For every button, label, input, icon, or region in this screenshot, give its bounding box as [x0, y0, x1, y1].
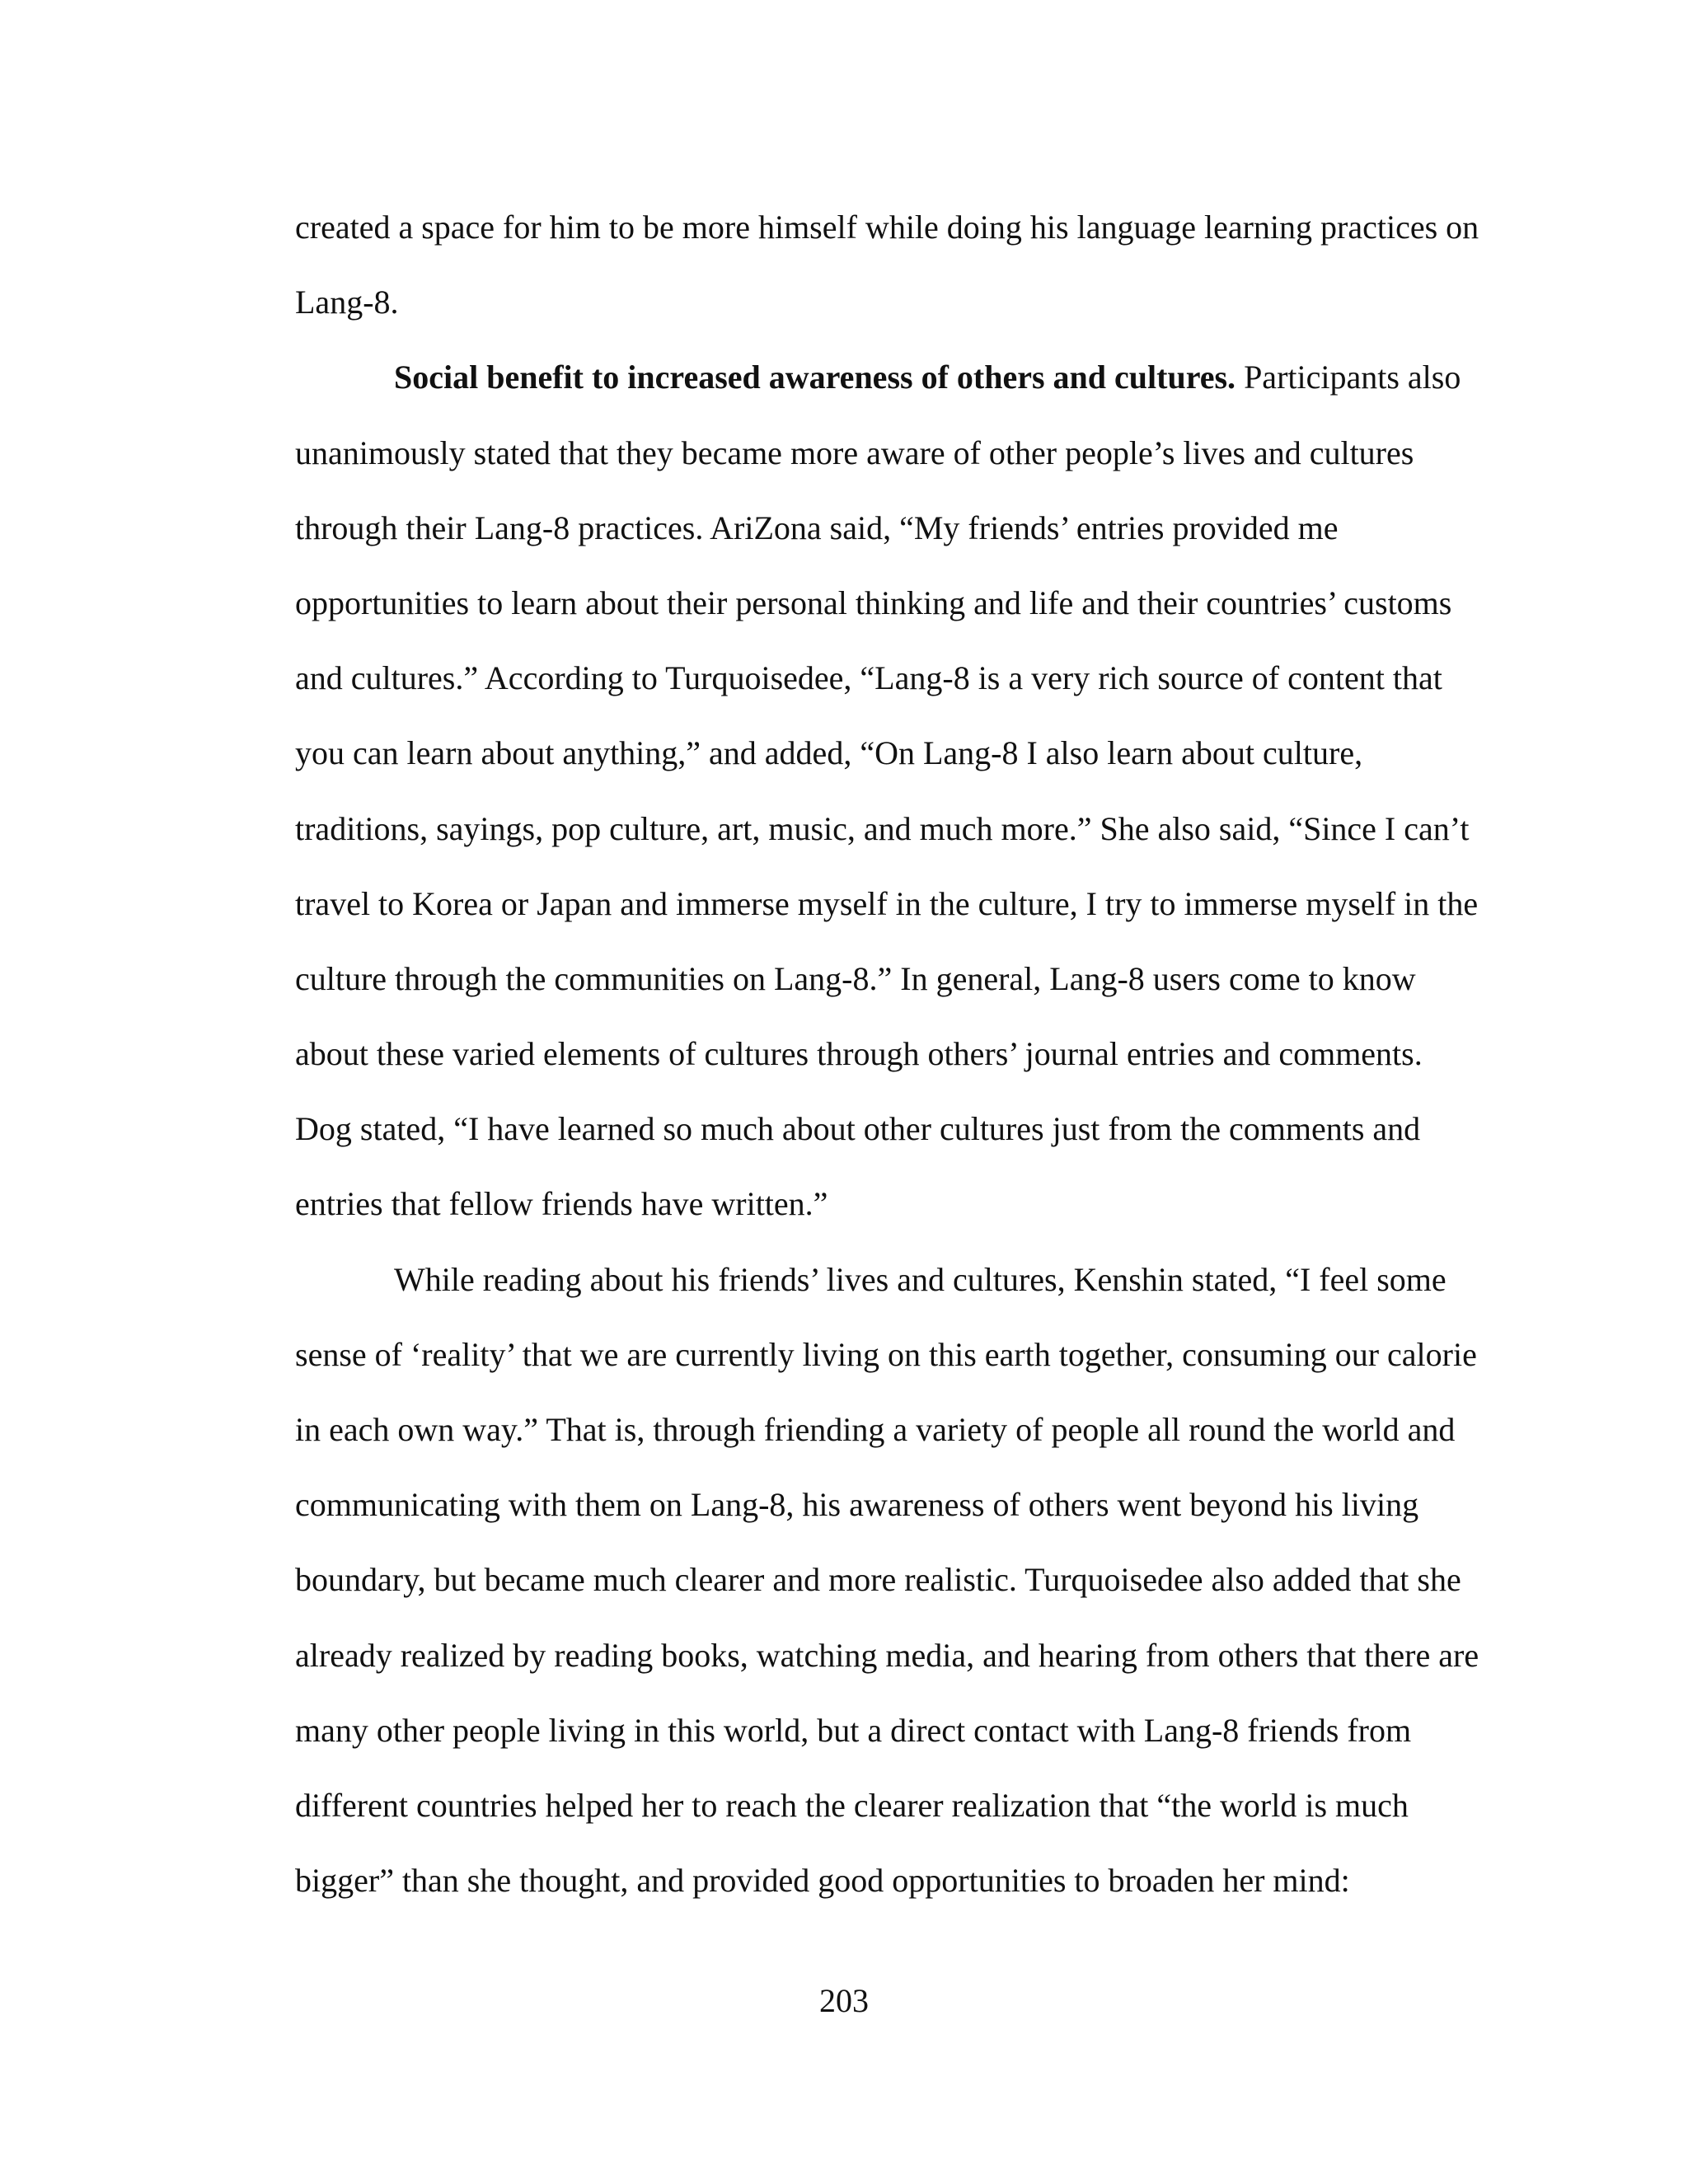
text-line: already realized by reading books, watching media, and hearing from others that there are — [295, 1636, 1479, 1674]
section-heading: Social benefit to increased awareness of others and cultures. — [394, 359, 1236, 396]
text-line: culture through the communities on Lang-8.” In general, Lang-8 users come to know — [295, 959, 1416, 997]
text-line: communicating with them on Lang-8, his awareness of others went beyond his living — [295, 1486, 1419, 1524]
section-heading-line — [295, 340, 1482, 415]
text-line: entries that fellow friends have written.” — [295, 1185, 828, 1223]
text-line: While reading about his friends’ lives and cultures, Kenshin stated, “I feel some — [394, 1260, 1447, 1298]
text-line: through their Lang-8 practices. AriZona said, “My friends’ entries provided me — [295, 509, 1339, 546]
text-line: boundary, but became much clearer and more realistic. Turquoisedee also added that she — [295, 1561, 1461, 1599]
text-line: unanimously stated that they became more aware of other people’s lives and cultures — [295, 434, 1414, 471]
heading-line-text: Participants also — [1236, 359, 1461, 396]
text-line: traditions, sayings, pop culture, art, music, and much more.” She also said, “Since I can’t — [295, 809, 1470, 847]
page-number: 203 — [819, 1982, 869, 2019]
text-line: travel to Korea or Japan and immerse myself in the culture, I try to immerse myself in the — [295, 884, 1479, 922]
text-line: you can learn about anything,” and added, “On Lang-8 I also learn about culture, — [295, 734, 1363, 772]
text-line: in each own way.” That is, through friending a variety of people all round the world and — [295, 1411, 1456, 1448]
text-line: Lang-8. — [295, 284, 399, 321]
text-line: and cultures.” According to Turquoisedee, “Lang-8 is a very rich source of content that — [295, 659, 1442, 697]
text-line: many other people living in this world, but a direct contact with Lang-8 friends from — [295, 1711, 1412, 1749]
text-line: Dog stated, “I have learned so much about other cultures just from the comments and — [295, 1110, 1421, 1148]
text-line: created a space for him to be more himself while doing his language learning practices on — [295, 209, 1479, 246]
text-line: about these varied elements of cultures through others’ journal entries and comments. — [295, 1035, 1423, 1073]
body-text — [295, 190, 1482, 1918]
text-line: opportunities to learn about their personal thinking and life and their countries’ customs — [295, 583, 1452, 621]
text-line: sense of ‘reality’ that we are currently living on this earth together, consuming our calorie — [295, 1335, 1477, 1373]
text-line: bigger” than she thought, and provided good opportunities to broaden her mind: — [295, 1862, 1350, 1900]
text-line: different countries helped her to reach the clearer realization that “the world is much — [295, 1786, 1409, 1824]
